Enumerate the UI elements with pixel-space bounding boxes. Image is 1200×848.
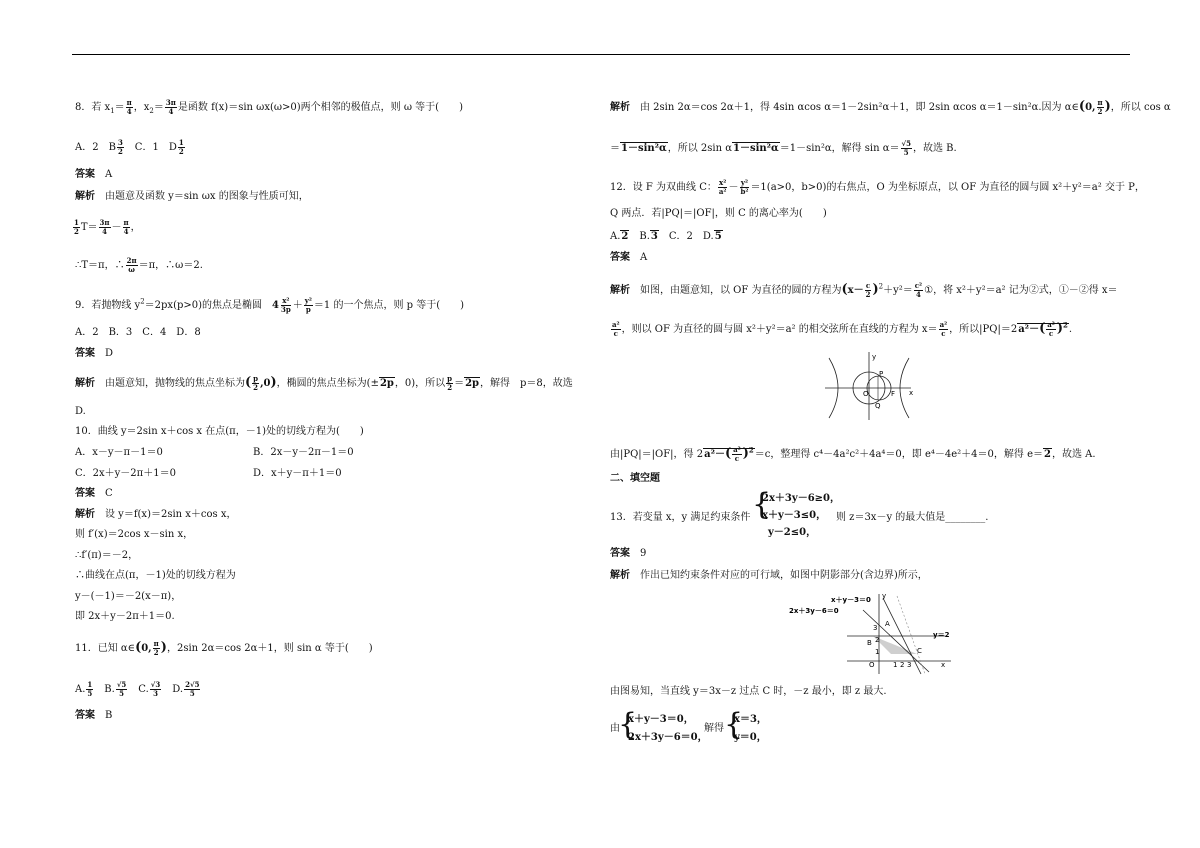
q13-solve-label: 解得: [704, 723, 724, 734]
q10-option-b: B．2x－y－2π－1＝0: [253, 447, 354, 458]
q8-analysis-3: ∴T＝π，∴ $\frac{2\pi}{\omega}$ ＝π，∴ω＝2.: [75, 256, 203, 274]
fig13-tick-y1: 1: [875, 648, 880, 656]
fig12-label-q: Q: [875, 402, 881, 410]
header-rule: [72, 54, 1130, 55]
q13-sys-prefix: 由: [610, 723, 620, 734]
q12-analysis-3: 由|PQ|＝|OF|，得 2a²－( $\frac{\text{a²}}{c}$ )$^2$＝c，整理得 c⁴－4a²c²＋4a⁴＝0，即 e⁴－4e²＋4＝0，解得 e＝2，故选 A.: [610, 445, 1096, 463]
fig13-tick-y3: 3: [873, 624, 878, 632]
q13-system-1: x＋y－3＝0，: [628, 714, 694, 725]
q12-analysis-1: 解析 如图，由题意知，以 OF 为直径的圆的方程为(x－ $\frac{c}{2}$ )$^2$＋y²＝ $\frac{\text{c²}}{4}$ ①，将 x²＋y²＝a² 记为②式，①－②得 x＝: [610, 281, 1118, 299]
fig13-tick-x3: 3: [907, 661, 912, 669]
q11-options: A. $\frac{1}{5}$ B. $\frac{√5}{5}$ C. $\frac{√3}{3}$ D. $\frac{2√5}{5}$: [75, 680, 200, 698]
q9-analysis-1: 解析 由题意知，抛物线的焦点坐标为( $\frac{p}{2}$ ,0)，椭圆的焦点坐标为(±2p，0)，所以 $\frac{p}{2}$ ＝2p，解得 p＝8，故选: [75, 374, 573, 392]
fig13-label-l2: 2x＋3y－6＝0: [789, 607, 839, 615]
q10-analysis-2: 则 f′(x)＝2cos x－sin x，: [75, 529, 194, 540]
q10-analysis-5: y－(－1)＝－2(x－π)，: [75, 591, 182, 602]
fig13-label-a: A: [885, 620, 890, 628]
fig12-label-p: P: [879, 370, 884, 378]
q8-options: A．2 B $\frac{3}{2}$ C．1 D $\frac{1}{2}$: [75, 138, 184, 156]
fig13-label-l3: y＝2: [933, 631, 950, 639]
q8-analysis-2: $\frac{1}{2}$ T＝ $\frac{3\pi}{4}$ － $\frac{\pi}{4}$ ，: [74, 218, 141, 236]
q13-system-2: 2x＋3y－6＝0，: [628, 732, 708, 743]
q8-stem: 8．若 $x_1=$ $\frac{\pi}{4}$ ，$x_2=$ $\frac{3\pi}{4}$ 是函数 f(x)＝sin ωx(ω>0)两个相邻的极值点，则 ω 等于( ): [75, 98, 463, 116]
fig13-feasible-region: [873, 636, 917, 654]
fig12-label-y: y: [872, 353, 877, 361]
fig12-label-o: O: [863, 390, 869, 398]
q10-analysis-3: ∴f′(π)＝－2，: [75, 550, 139, 561]
q13-brace: {: [752, 487, 772, 522]
q9-stem: 9．若抛物线 $y^2=2px(p>0)$的焦点是椭圆 4 $\frac{\text{x²}}{3p}$ ＋ $\frac{\text{y²}}{p}$ ＝1 的一个焦点，则 p 等于( ): [75, 296, 465, 314]
q12-analysis-2: $\frac{\text{a²}}{c}$ ，则以 OF 为直径的圆与圆 x²＋y²＝a² 的相交弦所在直线的方程为 x＝ $\frac{\text{a²}}{c}$ ，所以|PQ|＝2a²－( $\frac{\text{a²}}{c}$ )$^2$.: [612, 320, 1073, 338]
q10-option-d: D．x＋y－π＋1＝0: [253, 468, 342, 479]
q13-stem-b: 则 z＝3x－y 的最大值是________.: [836, 512, 989, 523]
q13-result-2: y＝0，: [734, 732, 767, 743]
q13-analysis-2: 由图易知，当直线 y＝3x－z 过点 C 时，－z 最小，即 z 最大.: [610, 686, 887, 697]
q13-analysis-1: 解析 作出已知约束条件对应的可行域，如图中阴影部分(含边界)所示，: [610, 570, 928, 581]
q10-analysis-6: 即 2x＋y－2π＋1＝0.: [75, 611, 175, 622]
q13-constraint-3: y－2≤0，: [768, 527, 817, 538]
q13-answer: 答案 9: [610, 548, 647, 559]
fig13-tick-x1: 1: [893, 661, 898, 669]
fig13-label-c: C: [917, 647, 922, 655]
fig13-label-y: y: [882, 592, 887, 600]
q13-figure: [785, 590, 955, 676]
q13-brace-system: {: [618, 707, 638, 742]
fig13-label-x: x: [941, 661, 946, 669]
q10-analysis-4: ∴曲线在点(π，－1)处的切线方程为: [75, 570, 236, 581]
q10-option-c: C．2x＋y－2π＋1＝0: [75, 468, 176, 479]
q10-analysis-1: 解析 设 y＝f(x)＝2sin x＋cos x，: [75, 509, 237, 520]
q9-analysis-2: D.: [75, 406, 86, 417]
fig13-label-o: O: [869, 661, 875, 669]
q11-analysis-2: ＝1－sin²α，所以 2sin α1－sin²α＝1－sin²α，解得 sin α＝ $\frac{√5}{5}$ ，故选 B.: [610, 139, 957, 157]
q12-figure: [825, 350, 915, 422]
q10-stem: 10．曲线 y＝2sin x＋cos x 在点(π，－1)处的切线方程为( ): [75, 426, 364, 437]
q12-options: A.2 B.3 C．2 D.5: [610, 231, 722, 242]
fig13-label-l1: x＋y－3＝0: [831, 596, 871, 604]
q13-constraint-1: 2x＋3y－6≥0，: [762, 493, 840, 504]
q10-answer: 答案 C: [75, 488, 113, 499]
q13-brace-result: {: [724, 707, 744, 742]
q9-options: A．2 B．3 C．4 D．8: [75, 327, 201, 338]
q13-constraint-2: x＋y－3≤0，: [762, 510, 827, 521]
q11-analysis-1: 解析 由 2sin 2α＝cos 2α＋1，得 4sin αcos α＝1－2sin²α＋1，即 2sin αcos α＝1－sin²α.因为 α∈(0, $\frac{\pi}{2}$ )，所以 cos α: [610, 98, 1171, 116]
fig13-tick-x2: 2: [900, 661, 905, 669]
q12-stem-2: Q 两点．若|PQ|＝|OF|，则 C 的离心率为( ): [610, 208, 827, 219]
fig12-label-f: F: [891, 390, 896, 398]
fig13-tick-y2: 2: [875, 636, 880, 644]
q8-analysis-1: 解析 由题意及函数 y＝sin ωx 的图象与性质可知，: [75, 191, 309, 202]
fig12-label-x: x: [909, 389, 914, 397]
q12-stem-1: 12．设 F 为双曲线 C： $\frac{\text{x²}}{\text{a²}}$ － $\frac{\text{y²}}{\text{b²}}$ ＝1(a>0，b>0)的右焦点，O 为坐标原点，以 OF 为直径的圆与圆 x²＋y²＝a² 交于 P，: [610, 178, 1145, 196]
q9-answer: 答案 D: [75, 348, 114, 359]
fig13-label-b: B: [867, 639, 872, 647]
q13-result-1: x＝3，: [734, 714, 767, 725]
q13-stem-a: 13．若变量 x，y 满足约束条件: [610, 512, 751, 523]
q10-option-a: A．x－y－π－1＝0: [75, 447, 163, 458]
section-title: 二、填空题: [610, 473, 660, 484]
q12-answer: 答案 A: [610, 252, 648, 263]
q8-answer: 答案 A: [75, 169, 113, 180]
q11-answer: 答案 B: [75, 710, 113, 721]
q11-stem: 11．已知 α∈(0, $\frac{\pi}{2}$ )，2sin 2α＝cos 2α＋1，则 sin α 等于( ): [75, 639, 373, 657]
